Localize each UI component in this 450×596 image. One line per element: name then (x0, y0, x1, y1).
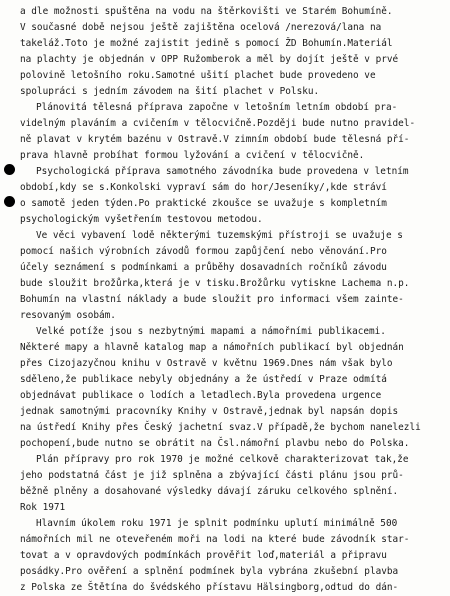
text-line: pochopení,bude nutno se obrátit na Čsl.námořní plavbu nebo do Polska. (20, 438, 410, 449)
text-line: Hlavním úkolem roku 1971 je splnit podmínku uplutí minimálně 500 (36, 518, 398, 529)
text-line: Psychologická příprava samotného závodníka bude provedena v letním (36, 166, 409, 177)
text-line: Plán přípravy pro rok 1970 je možné celkově charakterizovat tak,že (36, 454, 409, 465)
text-line: na ústředí Knihy přes Český jachetní svaz.V případě,že bychom nanelezli (20, 422, 421, 433)
text-line: a dle možnosti spuštěna na vodu na štěrkovišti ve Starém Bohumíně. (20, 6, 393, 17)
text-line: na plachty je objednán v OPP Ružomberok a měl by dojít ještě v prvé (20, 54, 399, 65)
text-line: tovat a v opravdových podmínkách prověřit loď,materiál a připravu (20, 550, 387, 561)
text-line: námořních mil ne oteveřeném moři na lodi na které bude závodník star- (20, 534, 410, 545)
text-line: o samotě jeden týden.Po praktické zkoušce se uvažuje s kompletním (20, 198, 387, 209)
text-line: V současné době nejsou ještě zajištěna ocelová /nerezová/lana na (20, 22, 382, 33)
text-line: jednak samotnými pracovníky Knihy v Ostravě,jednak byl napsán dopis (20, 406, 399, 417)
text-line: Některé mapy a hlavně katalog map a námořních publikací byl objednán (20, 342, 404, 353)
text-line: polovině letošního roku.Samotné ušití plachet bude provedeno ve (20, 70, 376, 81)
text-line: období,kdy se s.Konkolski vypraví sám do hor/Jeseníky/,kde stráví (20, 182, 387, 193)
text-line: Plánovitá tělesná příprava započne v letošním letním období pra- (36, 102, 398, 113)
text-line: Bohumín na vlastní náklady a bude sloužit pro informaci všem zainte- (20, 294, 404, 305)
text-line: psychologickým vyšetřením testovou metodou. (20, 214, 263, 225)
section-heading: Rok 1971 (20, 502, 66, 513)
text-line: přes Cizojazyčnou knihu v Ostravě v květnu 1969.Dnes nám však bylo (20, 358, 393, 369)
text-line: jeho podstatná část je již splněna a zbývající části plánu jsou prů- (20, 470, 404, 481)
text-line: spolupráci s jedním závodem na šití plachet v Polsku. (20, 86, 320, 97)
text-line: posádky.Pro ověření a splnění podmínek byla vybrána zkušební plavba (20, 566, 399, 577)
text-line: běžně plněny a dosahované výsledky dávají záruku celkového splnění. (20, 486, 399, 497)
text-line: prava hlavně probíhat formou lyžování a cvičení v tělocvičně. (20, 150, 365, 161)
text-line: videlným plaváním a cvičením v tělocvičně.Později bude nutno pravidel- (20, 118, 416, 129)
text-line: pomocí našich výrobních závodů formou zapůjčení nebo věnování.Pro (20, 246, 387, 257)
text-line: takeláž.Toto je možné zajistit jedině s pomocí ŽD Bohumín.Materiál (20, 38, 393, 49)
text-line: Ve věci vybavení lodě některými tuzemskými přístroji se uvažuje s (36, 230, 403, 241)
text-line: sděleno,že publikace nebyly objednány a že ústředí v Praze odmítá (20, 374, 387, 385)
text-line: ně plavat v krytém bazénu v Ostravě.V zimním období bude tělesná pří- (20, 134, 410, 145)
text-line: účely seznámení s podmínkami a průběhy dosavadních ročníků závodu (20, 262, 387, 273)
text-line: objednávat publikace o lodích a letadlech.Byla provedena urgence (20, 390, 382, 401)
text-line: Velké potíže jsou s nezbytnými mapami a námořními publikacemi. (36, 326, 386, 337)
text-line: bude sloužit brožůrka,která je v tisku.Brožůrku vytiskne Lachema n.p. (20, 278, 410, 289)
text-line: resovaným osobám. (20, 310, 116, 321)
text-line: z Polska ze Štětína do švédského přístavu Hälsingborg,odtud do dán- (20, 582, 399, 593)
